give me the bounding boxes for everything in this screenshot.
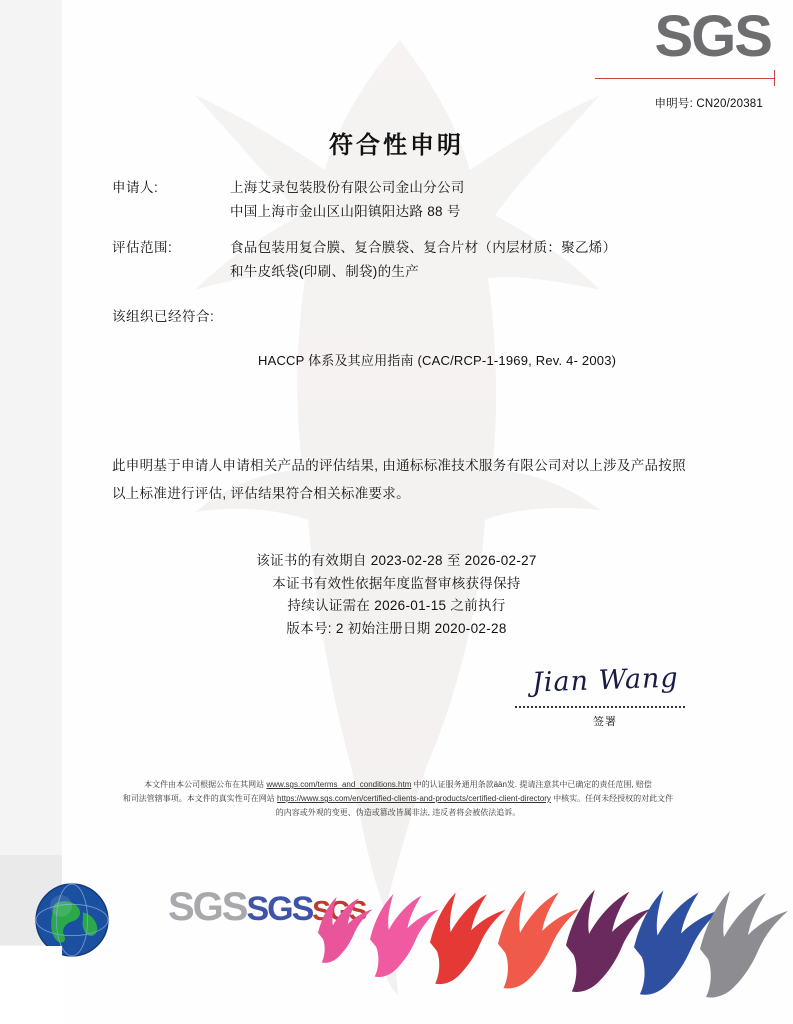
sgs-wordmark-red: SGS xyxy=(312,895,366,926)
version-and-registration: 版本号: 2 初始注册日期 2020-02-28 xyxy=(286,621,507,637)
applicant-name: 上海艾录包装股份有限公司金山分公司 xyxy=(230,180,465,195)
bird-orange xyxy=(498,890,579,988)
bird-pink-small xyxy=(318,897,373,963)
signature-line xyxy=(515,706,685,708)
statement-line-2: 以上标准进行评估, 评估结果符合相关标准要求。 xyxy=(112,486,410,502)
footer-line-1-b: 中的认证服务通用条款ään发. 提请注意其中已确定的责任范围, 赔偿 xyxy=(411,780,652,789)
bird-gray xyxy=(700,891,788,998)
scope-label: 评估范围: xyxy=(112,240,173,255)
standard-reference: HACCP 体系及其应用指南 (CAC/RCP-1-1969, Rev. 4- 2003) xyxy=(258,353,617,368)
footer-line-1 xyxy=(78,778,718,792)
bottom-left-white-block xyxy=(0,946,62,1024)
sgs-wordmark-gray: SGS xyxy=(168,885,247,929)
applicant-label: 申请人: xyxy=(112,180,159,195)
bottom-artwork xyxy=(0,859,793,1024)
conformity-label: 该组织已经符合: xyxy=(112,309,215,324)
applicant-row xyxy=(112,176,465,223)
logo-rule-horizontal xyxy=(595,78,775,79)
footer-line-2-a: 和司法管辖事项。本文件的真实性可在网站 xyxy=(122,794,278,803)
validity-period: 该证书的有效期自 2023-02-28 至 2026-02-27 xyxy=(256,553,537,568)
page-title: 符合性申明 xyxy=(329,132,464,159)
sgs-wordmark-blue: SGS xyxy=(246,890,313,928)
terms-url[interactable]: www.sgs.com/terms_and_conditions.htm xyxy=(266,780,412,789)
bird-pink xyxy=(370,894,439,977)
validity-maintenance: 本证书有效性依据年度监督审核获得保持 xyxy=(272,575,521,591)
footer-line-3: 的内容或外观的变更、伪造或篡改皆属非法, 违反者将会被依法追诉。 xyxy=(275,808,521,817)
scope-line-1: 食品包装用复合膜、复合膜袋、复合片材（内层材质：聚乙烯） xyxy=(230,240,617,255)
validity-block xyxy=(0,550,793,641)
footer-line-2 xyxy=(78,792,718,806)
bird-row-graphic xyxy=(0,859,793,1024)
scope-row xyxy=(112,236,616,283)
signature-name: Jian Wang xyxy=(531,662,679,699)
signature-caption: 签署 xyxy=(593,716,617,728)
footer-line-1-a: 本文件由本公司根据公布在其网站 xyxy=(144,780,267,789)
recertification-due: 持续认证需在 2026-01-15 之前执行 xyxy=(287,598,506,614)
statement-block xyxy=(112,452,692,509)
statement-line-1: 此申明基于申请人申请相关产品的评估结果, 由通标标准技术服务有限公司对以上涉及产品按照 xyxy=(112,458,686,473)
legal-footer xyxy=(78,778,718,820)
footer-line-2-b: 中核实。任何未经授权的对此文件 xyxy=(550,794,674,803)
applicant-address: 中国上海市金山区山阳镇阳达路 88 号 xyxy=(230,203,461,219)
scope-line-2: 和牛皮纸袋(印刷、制袋)的生产 xyxy=(230,263,419,279)
directory-url[interactable]: https://www.sgs.com/en/certified-clients-and-products/certified-client-directory xyxy=(277,794,551,803)
signature-block xyxy=(515,662,695,729)
certificate-number: 申明号: CN20/20381 xyxy=(654,98,763,110)
conformity-row xyxy=(112,305,214,325)
sgs-logo: SGS xyxy=(654,4,771,69)
bird-red xyxy=(430,893,506,985)
applicant-value xyxy=(230,176,465,223)
scope-value xyxy=(230,236,616,283)
